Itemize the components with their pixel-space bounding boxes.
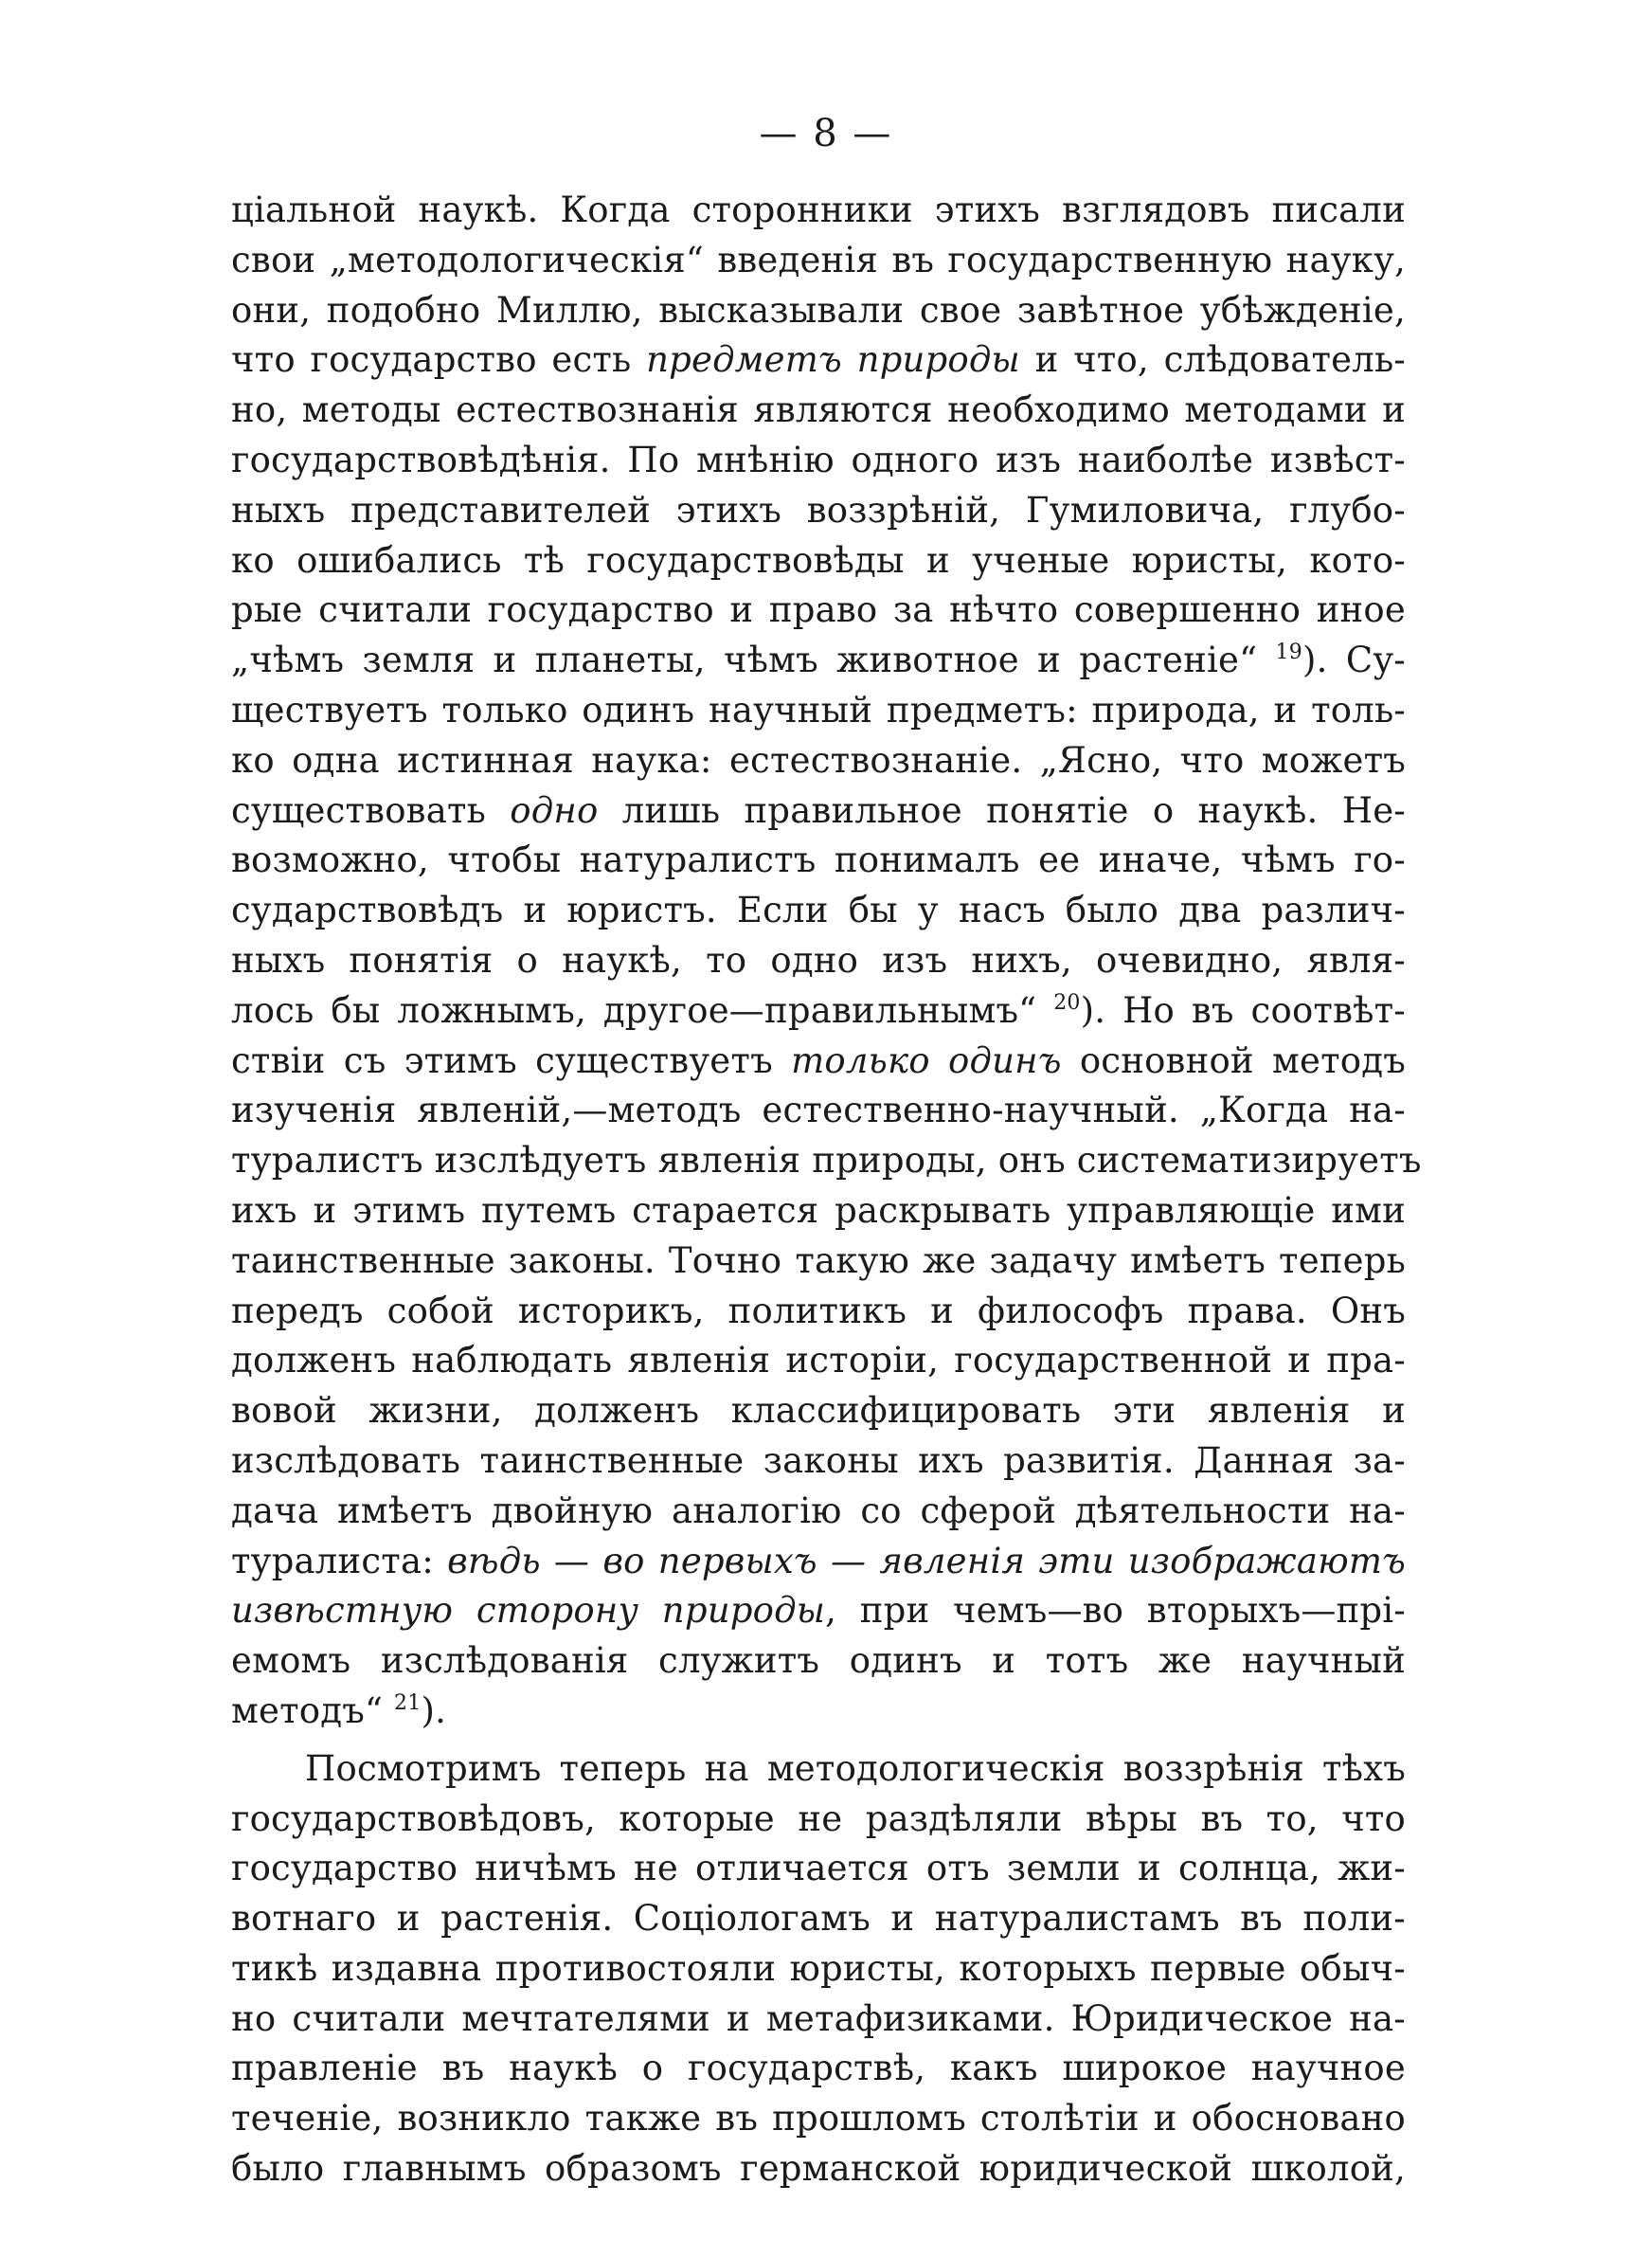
paragraph-1-line: [231, 186, 1406, 236]
text-run: вотнаго и растенія. Соціологамъ и натуралистамъ въ поли-: [231, 1898, 1406, 1940]
paragraph-1-line: [231, 1186, 1406, 1237]
text-run: передъ собой историкъ, политикъ и философъ права. Онъ: [231, 1290, 1406, 1331]
paragraph-1-line: [231, 536, 1406, 587]
paragraph-1-line: [231, 286, 1406, 336]
paragraph-1-line: [231, 236, 1406, 286]
document-body: [231, 186, 1422, 2194]
text-run: „чѣмъ земля и планеты, чѣмъ животное и растеніе“: [231, 640, 1276, 681]
paragraph-2-line: [231, 2094, 1406, 2144]
paragraph-1-line: [231, 1687, 1406, 1737]
paragraph-1-line: [231, 1136, 1422, 1186]
italic-text: предметъ природы: [646, 339, 1020, 381]
text-run: государство ничѣмъ не отличается отъ земли и солнца, жи-: [231, 1848, 1406, 1889]
paragraph-1-line: [231, 1386, 1406, 1436]
text-run: ко ошибались тѣ государствовѣды и ученые юристы, кото-: [231, 539, 1406, 581]
paragraph-2-line: [231, 1744, 1406, 1795]
text-run: ). Су-: [1302, 640, 1406, 681]
paragraph-1-line: [231, 1436, 1406, 1487]
text-run: ихъ и этимъ путемъ старается раскрывать управляющіе ими: [231, 1189, 1406, 1231]
paragraph-1-line: [231, 786, 1406, 837]
text-run: что государство есть: [231, 339, 647, 381]
italic-text: одно: [510, 789, 599, 831]
text-run: существовать: [231, 789, 511, 831]
text-run: лось бы ложнымъ, другое—правильнымъ“: [231, 989, 1054, 1031]
paragraph-1-line: [231, 1037, 1406, 1087]
text-run: изслѣдовать таинственные законы ихъ развитія. Данная за-: [231, 1439, 1406, 1481]
text-run: ко одна истинная наука: естествознаніе. „Ясно, что можетъ: [231, 739, 1406, 781]
text-run: , при чемъ—во вторыхъ—прі-: [825, 1590, 1406, 1632]
paragraph-1-line: [231, 1086, 1406, 1136]
paragraph-1-line: [231, 436, 1406, 486]
paragraph-1-line: [231, 1237, 1406, 1287]
paragraph-1-line: [231, 1537, 1406, 1587]
italic-text: извѣстную сторону природы: [231, 1590, 826, 1632]
paragraph-2-line: [231, 2044, 1406, 2094]
text-run: Посмотримъ теперь на методологическія воззрѣнія тѣхъ: [305, 1747, 1406, 1789]
paragraph-1-line: [231, 886, 1406, 936]
paragraph-1-line: [231, 586, 1406, 636]
text-run: ствіи съ этимъ существуетъ: [231, 1039, 792, 1081]
text-run: возможно, чтобы натуралистъ понималъ ее иначе, чѣмъ го-: [231, 840, 1406, 881]
paragraph-2-line: [231, 2144, 1406, 2194]
paragraph-1-line: [231, 1487, 1406, 1537]
text-run: тикѣ издавна противостояли юристы, которыхъ первые обыч-: [231, 1947, 1406, 1989]
text-run: но, методы естествознанія являются необходимо методами и: [231, 389, 1406, 431]
text-run: таинственные законы. Точно такую же задачу имѣетъ теперь: [231, 1239, 1406, 1281]
paragraph-1-line: [231, 986, 1406, 1037]
text-run: емомъ изслѣдованія служитъ одинъ и тотъ же научный: [231, 1640, 1406, 1682]
paragraph-1-line: [231, 736, 1406, 786]
paragraph-1-line: [231, 1636, 1406, 1687]
paragraph-gap: [231, 1737, 1406, 1744]
page-number: — 8 —: [759, 112, 893, 155]
text-run: ществуетъ только одинъ научный предметъ: природа, и толь-: [231, 689, 1406, 731]
paragraph-2: [231, 1744, 1406, 2194]
text-run: было главнымъ образомъ германской юридической школой,: [231, 2148, 1406, 2190]
text-run: основной методъ: [1061, 1039, 1406, 1081]
text-run: изученія явленій,—методъ естественно-научный. „Когда на-: [231, 1090, 1406, 1131]
text-run: правленіе въ наукѣ о государствѣ, какъ широкое научное: [231, 2048, 1406, 2089]
paragraph-1-line: [231, 1287, 1406, 1337]
text-run: они, подобно Миллю, высказывали свое завѣтное убѣжденіе,: [231, 289, 1406, 331]
paragraph-2-line: [231, 1844, 1406, 1894]
footnote-reference: 21: [394, 1690, 422, 1715]
paragraph-1: [231, 186, 1422, 1737]
text-run: сударствовѣдъ и юристъ. Если бы у насъ было два различ-: [231, 890, 1406, 931]
text-run: дача имѣетъ двойную аналогію со сферой дѣятельности на-: [231, 1490, 1406, 1531]
text-run: долженъ наблюдать явленія исторіи, государственной и пра-: [231, 1340, 1406, 1381]
text-run: ).: [421, 1689, 447, 1731]
text-run: ). Но въ соотвѣт-: [1080, 989, 1406, 1031]
text-run: но считали мечтателями и метафизиками. Юридическое на-: [231, 1997, 1406, 2039]
text-run: туралистъ изслѣдуетъ явленія природы, онъ систематизируетъ: [231, 1140, 1422, 1182]
paragraph-2-line: [231, 1894, 1406, 1944]
text-run: методъ“: [231, 1689, 395, 1731]
text-run: государствовѣдѣнія. По мнѣнію одного изъ наиболѣе извѣст-: [231, 439, 1406, 480]
text-run: рые считали государство и право за нѣчто совершенно иное: [231, 589, 1406, 631]
text-run: теченіе, возникло также въ прошломъ столѣтіи и обосновано: [231, 2098, 1406, 2140]
paragraph-1-line: [231, 686, 1406, 736]
paragraph-1-line: [231, 636, 1406, 686]
footnote-reference: 19: [1275, 641, 1302, 665]
paragraph-2-line: [231, 1995, 1406, 2045]
text-run: государствовѣдовъ, которые не раздѣляли вѣры въ то, что: [231, 1797, 1406, 1839]
text-run: ныхъ представителей этихъ воззрѣній, Гумиловича, глубо-: [231, 489, 1406, 531]
paragraph-1-line: [231, 936, 1406, 986]
text-run: свои „методологическія“ введенія въ государственную науку,: [231, 239, 1406, 280]
text-run: и что, слѣдователь-: [1019, 339, 1406, 381]
paragraph-2-line: [231, 1795, 1406, 1845]
text-run: вовой жизни, долженъ классифицировать эти явленія и: [231, 1390, 1406, 1432]
text-run: туралиста:: [231, 1540, 448, 1581]
text-run: ныхъ понятія о наукѣ, то одно изъ нихъ, очевидно, явля-: [231, 939, 1406, 981]
paragraph-1-line: [231, 486, 1406, 536]
paragraph-2-line: [231, 1944, 1406, 1995]
text-run: ціальной наукѣ. Когда сторонники этихъ взглядовъ писали: [231, 190, 1406, 230]
paragraph-1-line: [231, 1336, 1406, 1386]
text-run: лишь правильное понятіе о наукѣ. Не-: [598, 789, 1406, 831]
footnote-reference: 20: [1053, 990, 1081, 1015]
italic-text: только одинъ: [791, 1039, 1062, 1081]
paragraph-1-line: [231, 836, 1406, 886]
paragraph-1-line: [231, 335, 1406, 386]
paragraph-1-line: [231, 386, 1406, 436]
italic-text: вѣдь — во первыхъ — явленія эти изображаютъ: [447, 1540, 1406, 1581]
paragraph-1-line: [231, 1586, 1406, 1636]
